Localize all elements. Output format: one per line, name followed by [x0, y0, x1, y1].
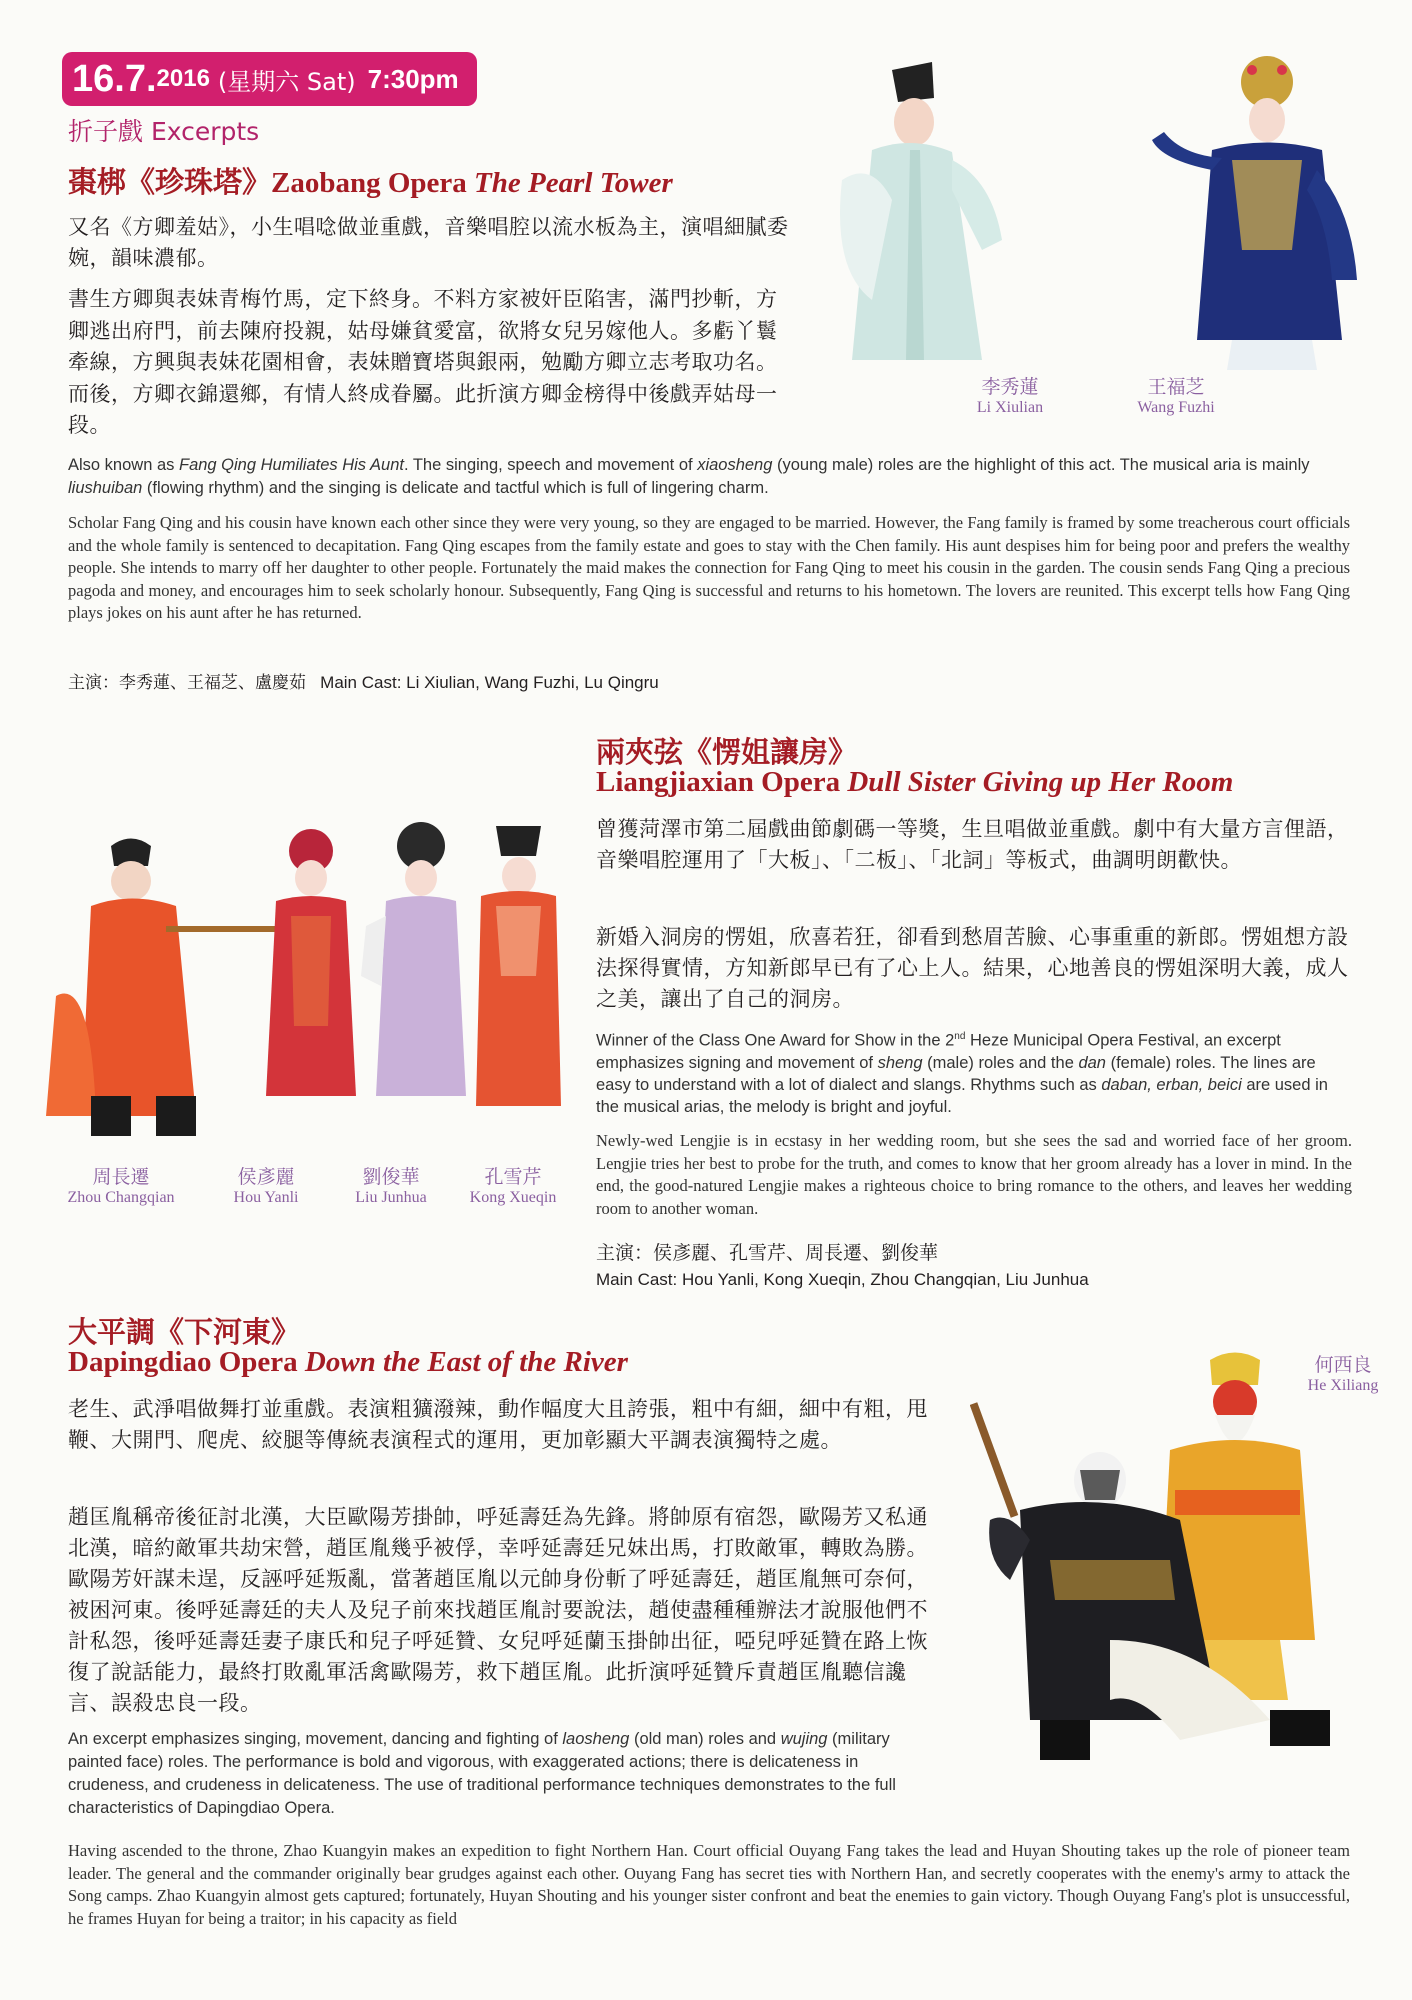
- caption-zh: 李秀蓮: [981, 377, 1039, 398]
- caption-li-xiulian: [940, 372, 1080, 417]
- caption-en: Zhou Changqian: [67, 1189, 175, 1206]
- groom-figure: [46, 839, 196, 1137]
- section3-title-en-italic: Down the East of the River: [304, 1346, 628, 1378]
- section3-intro-zh: 老生、武淨唱做舞打並重戲。表演粗獷潑辣，動作幅度大且誇張，粗中有細，細中有粗，甩鞭、大開門、爬虎、絞腿等傳統表演程式的運用，更加彰顯大平調表演獨特之處。: [68, 1397, 928, 1452]
- caption-hou-yanli: [206, 1162, 326, 1207]
- section1-intro-en: [68, 454, 1350, 500]
- caption-en: Li Xiulian: [976, 399, 1044, 416]
- text-run: Heze Municipal Opera Festival, an excerpt emphasizes signing and movement of: [596, 1031, 1281, 1072]
- text-run-italic: dan: [1078, 1053, 1106, 1072]
- section2-cast-zh: 主演：侯彥麗、孔雪芹、周長遷、劉俊華: [596, 1242, 939, 1264]
- text-run: (flowing rhythm) and the singing is delicate and tactful which is full of lingering charm.: [142, 479, 769, 497]
- text-run-italic: daban, erban, beici: [1101, 1075, 1242, 1094]
- text-run: . The singing, speech and movement of: [403, 456, 698, 474]
- text-run: are used in the musical arias, the melody is bright and joyful.: [596, 1075, 1328, 1116]
- text-run: An excerpt emphasizes singing, movement, dancing and fighting of: [68, 1730, 563, 1748]
- section1-title: [68, 160, 673, 201]
- section2-cast-en: Main Cast: Hou Yanli, Kong Xueqin, Zhou Changqian, Liu Junhua: [596, 1270, 1089, 1289]
- caption-zh: 周長遷: [92, 1167, 150, 1188]
- section3-story-zh: 趙匡胤稱帝後征討北漢，大臣歐陽芳掛帥，呼延壽廷為先鋒。將帥原有宿怨，歐陽芳又私通北漢，暗約敵軍共劫宋營，趙匡胤幾乎被俘，幸呼延壽廷兄妹出馬，打敗敵軍，轉敗為勝。歐陽芳奸謀未逞，反誣呼延叛亂，當著趙匡胤以元帥身份斬了呼延壽廷，趙匡胤無可奈何，被困河東。後呼延壽廷的夫人及兒子前來找趙匡胤討要說法，趙使盡種種辦法才說服他們不計私怨，後呼延壽廷妻子康氏和兒子呼延贊、女兒呼延蘭玉掛帥出征，啞兒呼延贊在路上恢復了說話能力，最終打敗亂軍活禽歐陽芳，救下趙匡胤。此折演呼延贊斥責趙匡胤聽信讒言、誤殺忠良一段。: [68, 1505, 928, 1715]
- scholar-figure: [840, 62, 1002, 360]
- caption-wang-fuzhi: [1106, 372, 1246, 417]
- section3-intro-en: [68, 1728, 930, 1820]
- text-run-italic: sheng: [877, 1053, 923, 1072]
- caption-zhou-changqian: [46, 1162, 196, 1207]
- caption-kong-xueqin: [448, 1162, 578, 1207]
- lady-red-figure: [266, 829, 356, 1096]
- caption-en: Wang Fuzhi: [1137, 399, 1215, 416]
- text-run-italic: xiaosheng: [697, 456, 773, 474]
- text-run-sup: nd: [954, 1031, 966, 1042]
- section3-story-en: Having ascended to the throne, Zhao Kuangyin makes an expedition to fight Northern Han. Court official Ouyang Fang takes the lead and Huyan Shouting takes up the role of pioneer team leader. The general and the commander originally bear grudges against each other. Ouyang Fang has secret ties with Northern Han, and secretly cooperates with the enemy's army to attack the Song camps. Zhao Kuangyin almost gets captured; fortunately, Huyan Shouting and his younger sister confront and beat the enemies to gain victory. Though Ouyang Fang's plot is unsuccessful, he frames Huyan for being a traitor; in his capacity as field: [68, 1841, 1350, 1928]
- scholar-red-figure: [476, 826, 561, 1106]
- caption-zh: 何西良: [1314, 1355, 1372, 1376]
- section3-photo: [970, 1340, 1370, 1780]
- section3-title-en: [68, 1346, 628, 1379]
- section2-title-en: [596, 766, 1233, 799]
- text-run: (old man) roles and: [629, 1730, 781, 1748]
- text-run: (young male) roles are the highlight of this act. The musical aria is mainly: [772, 456, 1310, 474]
- caption-zh: 劉俊華: [362, 1167, 420, 1188]
- text-run-italic: wujing: [780, 1730, 828, 1748]
- text-run-italic: Fang Qing Humiliates His Aunt: [178, 456, 404, 474]
- caption-en: Hou Yanli: [233, 1189, 299, 1206]
- section1-title-en: Zaobang Opera: [271, 167, 467, 199]
- excerpts-label: 折子戲 Excerpts: [68, 117, 260, 146]
- caption-en: Liu Junhua: [355, 1189, 427, 1206]
- section2-story-zh: 新婚入洞房的愣姐，欣喜若狂，卻看到愁眉苦臉、心事重重的新郎。愣姐想方設法探得實情，方知新郎早已有了心上人。結果，心地善良的愣姐深明大義，成人之美，讓出了自己的洞房。: [596, 925, 1349, 1011]
- section2-story-en: Newly-wed Lengjie is in ecstasy in her wedding room, but she sees the sad and worried face of her groom. Lengjie tries her best to probe for the truth, and comes to know that her groom already has a lover in mind. In the end, the good-natured Lengjie makes a righteous choice to bring romance to the others, and leaves her wedding room to another woman.: [596, 1131, 1352, 1218]
- section1-intro-zh: 又名《方卿羞姑》，小生唱唸做並重戲，音樂唱腔以流水板為主，演唱細膩委婉，韻味濃郁。: [68, 215, 789, 270]
- section1-story-en: Scholar Fang Qing and his cousin have known each other since they were very young, so they are engaged to be married. However, the Fang family is framed by some treacherous court officials and the whole family is sentenced to decapitation. Fang Qing escapes from the family estate and goes to stay with the Chen family. His aunt despises him for being poor and prefers the wealthy people. She intends to marry off her daughter to other people. Fortunately the maid makes the connection for Fang Qing to meet his cousin in the garden. The cousin sends Fang Qing a precious pagoda and money, and encourages him to seek scholarly honour. Subsequently, Fang Qing is successful and returns to his hometown. The lovers are reunited. This excerpt tells how Fang Qing plays jokes on his aunt after he has returned.: [68, 513, 1350, 622]
- section1-title-en-italic: The Pearl Tower: [474, 167, 673, 199]
- caption-zh: 侯彥麗: [237, 1167, 295, 1188]
- section2-title-en-opera: Liangjiaxian Opera: [596, 766, 841, 798]
- text-run: (female) roles. The lines are easy to understand with a lot of dialect and slangs. Rhythms such as: [596, 1053, 1316, 1094]
- date-year: 2016: [156, 65, 210, 92]
- text-run-italic: liushuiban: [68, 479, 143, 497]
- section2-intro-en: [596, 1026, 1352, 1118]
- section2-photo: [36, 796, 566, 1156]
- section1-title-zh: 棗梆《珍珠塔》: [68, 167, 272, 199]
- section1-cast: 主演：李秀蓮、王福芝、盧慶茹 Main Cast: Li Xiulian, Wang Fuzhi, Lu Qingru: [68, 673, 659, 692]
- section1-photo: [812, 40, 1388, 370]
- caption-liu-junhua: [326, 1162, 456, 1207]
- section2-title-zh: 兩夾弦《愣姐讓房》: [596, 737, 858, 769]
- lady-figure: [1152, 56, 1357, 370]
- text-run: Winner of the Class One Award for Show in the 2: [596, 1031, 955, 1050]
- date-weekday: (星期六 Sat): [217, 67, 356, 96]
- caption-zh: 王福芝: [1147, 377, 1205, 398]
- text-run: (male) roles and the: [922, 1053, 1079, 1072]
- text-run-italic: laosheng: [562, 1730, 630, 1748]
- section3-title-zh: 大平調《下河東》: [68, 1317, 301, 1349]
- caption-en: Kong Xueqin: [469, 1189, 557, 1206]
- caption-en: He Xiliang: [1307, 1377, 1379, 1394]
- caption-zh: 孔雪芹: [484, 1167, 542, 1188]
- section2-title-en-italic: Dull Sister Giving up Her Room: [847, 766, 1234, 798]
- caption-he-xiliang: [1288, 1350, 1398, 1395]
- date-time: 7:30pm: [367, 63, 459, 94]
- section2-intro-zh: 曾獲菏澤市第二屆戲曲節劇碼一等獎，生旦唱做並重戲。劇中有大量方言俚語，音樂唱腔運用了「大板」、「二板」、「北詞」等板式，曲調明朗歡快。: [596, 817, 1349, 872]
- lady-lavender-figure: [361, 822, 466, 1096]
- date-day: 16.7.: [72, 57, 157, 100]
- text-run: Also known as: [68, 456, 179, 474]
- date-badge: [62, 52, 477, 106]
- section3-title-en-opera: Dapingdiao Opera: [68, 1346, 298, 1378]
- text-run: (military painted face) roles. The performance is bold and vigorous, with exaggerated actions; there is delicateness in crudeness, and crudeness in delicateness. The use of traditional performance techniques demonstrates to the full characteristics of Dapingdiao Opera.: [68, 1730, 896, 1817]
- section1-story-zh: 書生方卿與表妹青梅竹馬，定下終身。不料方家被奸臣陷害，滿門抄斬，方卿逃出府門，前去陳府投親，姑母嫌貧愛富，欲將女兒另嫁他人。多虧丫鬟牽線，方興與表妹花園相會，表妹贈寶塔與銀兩，勉勵方卿立志考取功名。而後，方卿衣錦還鄉，有情人終成眷屬。此折演方卿金榜得中後戲弄姑母一段。: [68, 287, 778, 437]
